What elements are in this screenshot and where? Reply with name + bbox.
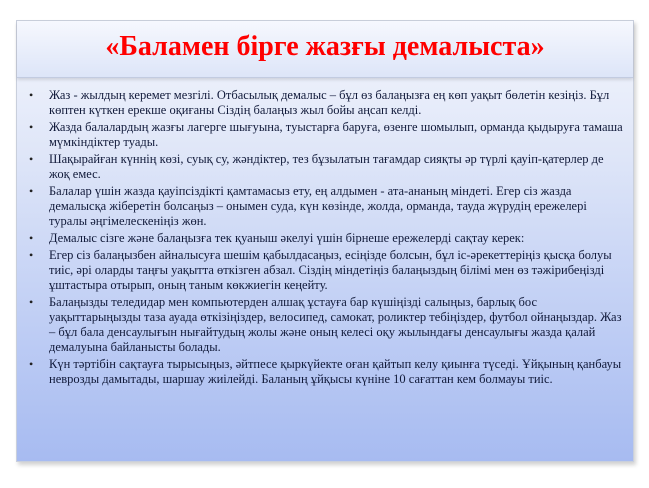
bullet-text: Жаз - жылдың керемет мезгілі. Отбасылық демалыс – бұл өз балаңызға ең көп уақыт бөлетін кезіңіз. Бұл көптен күткен ерекше оқиғаны Сіздің балаңыз жыл бойы аңсап келді. <box>49 88 610 117</box>
bullet-item <box>23 295 623 355</box>
bullet-item <box>23 88 623 118</box>
bullet-icon: • <box>29 152 34 166</box>
title-bar <box>17 21 633 78</box>
bullet-text: Балалар үшін жазда қауіпсіздікті қамтамасыз ету, ең алдымен - ата-ананың міндеті. Егер сіз жазда демалысқа жіберетін болсаңыз – онымен суда, күн көзінде, жолда, орманда, тауда жүрудің ережелері туралы әңгімелескеніңіз жөн. <box>49 184 587 228</box>
bullet-item <box>23 231 623 246</box>
bullet-icon: • <box>29 120 34 134</box>
bullet-list <box>23 88 623 389</box>
bullet-item <box>23 357 623 387</box>
bullet-item <box>23 152 623 182</box>
bullet-item <box>23 184 623 229</box>
bullet-text: Балаңызды теледидар мен компьютерден алшақ ұстауға бар күшіңізді салыңыз, барлық бос уақыттарыңызды таза ауада өткізіңіздер, велосипед, самокат, роликтер тебіңіздер, футбол ойнаңыздар. Жаз – бұл бала денсаулығын нығайтудың жолы және оның келесі оқу жылындағы денсаулығы жазда қалай демалуына байланысты болады. <box>49 295 622 354</box>
bullet-item <box>23 248 623 293</box>
bullet-text: Демалыс сізге және балаңызға тек қуаныш әкелуі үшін бірнеше ережелерді сақтау керек: <box>49 231 525 245</box>
bullet-item <box>23 120 623 150</box>
slide-title: «Баламен бірге жазғы демалыста» <box>105 31 545 62</box>
bullet-icon: • <box>29 295 34 309</box>
slide <box>16 20 634 462</box>
bullet-icon: • <box>29 184 34 198</box>
bullet-text: Жазда балалардың жазғы лагерге шығуына, туыстарға баруға, өзенге шомылып, орманда қыдыруға тамаша мүмкіндіктер туады. <box>49 120 623 149</box>
bullet-icon: • <box>29 357 34 371</box>
bullet-text: Күн тәртібін сақтауға тырысыңыз, әйтпесе қыркүйекте оған қайтып келу қиынға түседі. Ұйқының қанбауы неврозды дамытады, шаршау жиілейді. Баланың ұйқысы күніне 10 сағаттан кем болмауы тиіс. <box>49 357 622 386</box>
bullet-icon: • <box>29 248 34 262</box>
bullet-text: Егер сіз балаңызбен айналысуға шешім қабылдасаңыз, есіңізде болсын, бұл іс-әрекеттеріңіз қысқа болуы тиіс, әрі оларды таңғы уақытта өткізген абзал. Сіздің міндетіңіз балаңыздың білімі мен өз тәжірибеңізді ұштастыра отырып, оның таным көкжиегін кеңейту. <box>49 248 612 292</box>
bullet-icon: • <box>29 231 34 245</box>
bullet-text: Шақырайған күннің көзі, суық су, жәндіктер, тез бұзылатын тағамдар сияқты әр түрлі қауіп-қатерлер де жоқ емес. <box>49 152 604 181</box>
bullet-icon: • <box>29 88 34 102</box>
